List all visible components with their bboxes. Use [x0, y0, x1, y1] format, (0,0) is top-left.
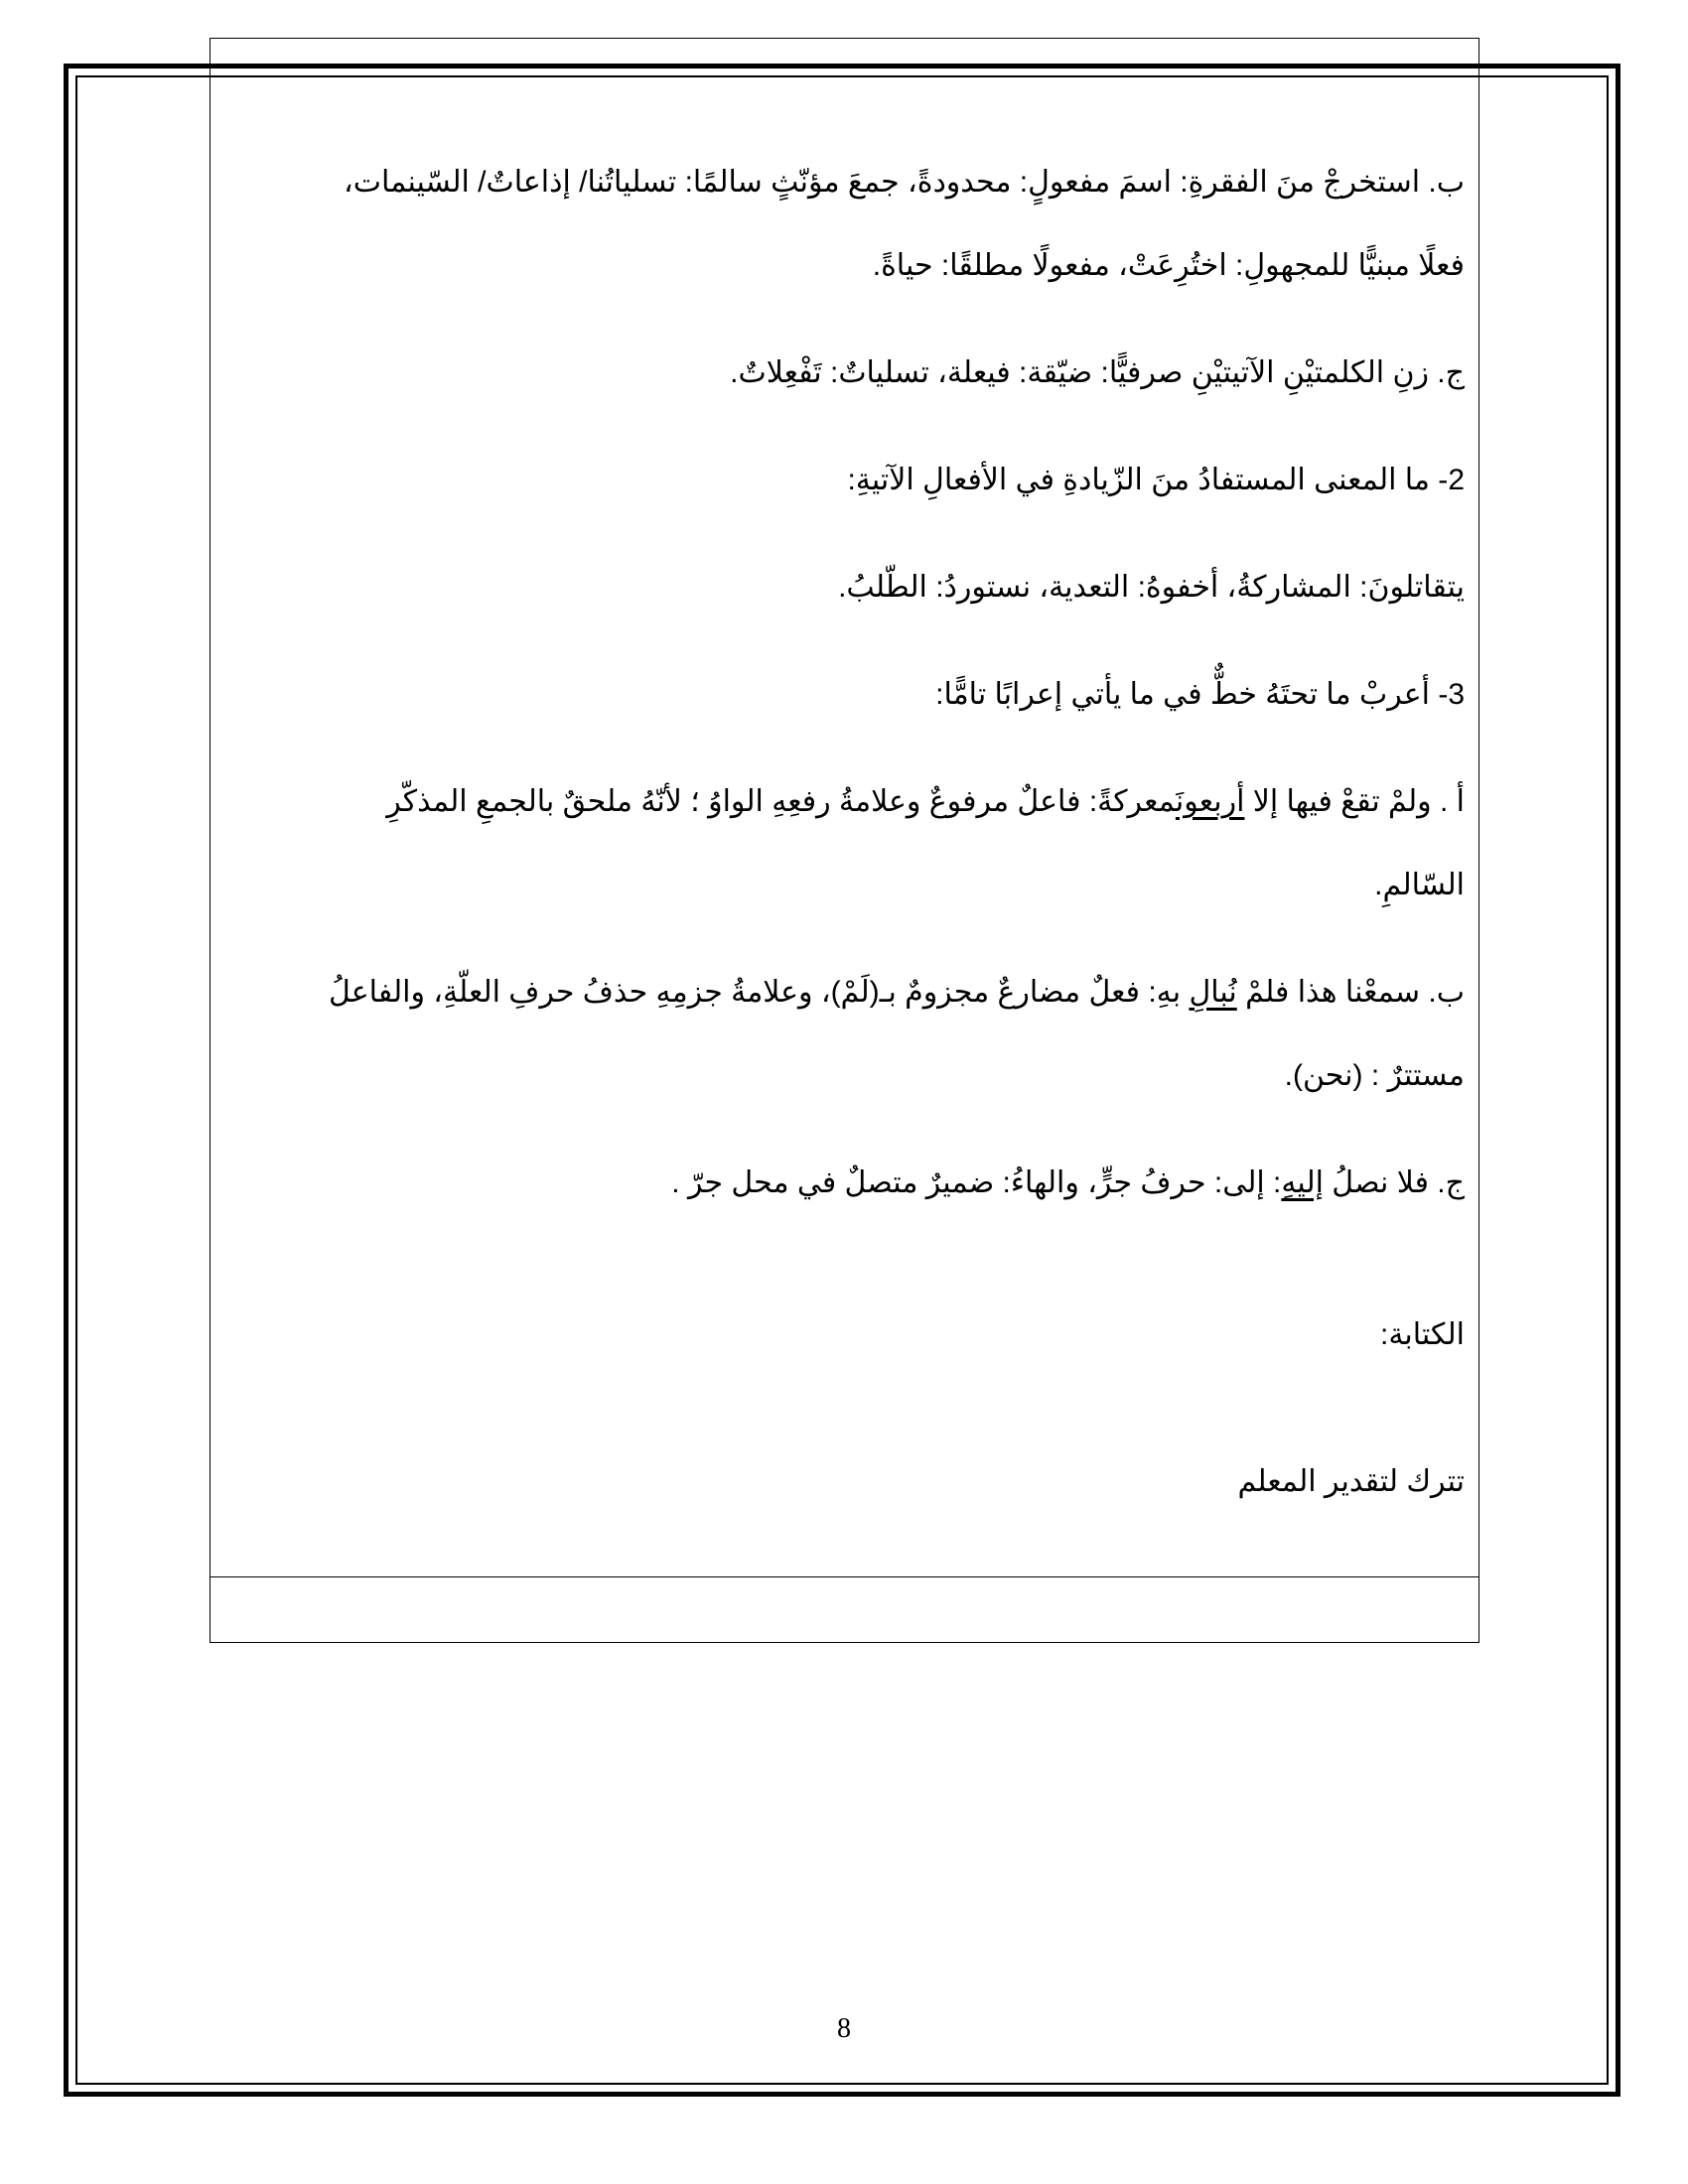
question-3-heading: 3- أعربْ ما تحتَهُ خطٌّ في ما يأتي إعرابًا تامًّا: [935, 678, 1465, 711]
answer-3b-prefix: ب. سمعْنا هذا فلمْ [1236, 976, 1465, 1009]
answer-3b-line2: مستترٌ : (نحن). [1284, 1059, 1465, 1092]
answer-3b [223, 949, 1465, 1036]
writing-heading: الكتابة: [1379, 1318, 1465, 1351]
question-2-heading: 2- ما المعنى المستفادُ منَ الزّيادةِ في الأفعالِ الآتيةِ: [847, 464, 1465, 496]
answer-j-morphology: ج. زنِ الكلمتيْنِ الآتيتيْنِ صرفيًّا: ضيّقة: فيعلة، تسلياتٌ: تَفْعِلاتٌ. [730, 356, 1465, 389]
table-bottom-row-divider [210, 1576, 1479, 1577]
answer-text [223, 139, 1465, 1526]
answer-3a-underlined-word: أربعونَ [1175, 785, 1245, 818]
answer-3j-underlined-word: إليهِ [1281, 1166, 1324, 1199]
answer-3a-line2: السّالمِ. [1374, 869, 1465, 901]
answer-3b-suffix: بهِ: فعلٌ مضارعٌ مجزومٌ بـ(لَمْ)، وعلامةُ جزمِهِ حذفُ حرفِ العلّةِ، والفاعلُ [329, 976, 1190, 1009]
answer-3j [223, 1140, 1465, 1227]
answer-2-meanings: يتقاتلونَ: المشاركةُ، أخفوهُ: التعدية، نستوردُ: الطّلبُ. [838, 571, 1465, 604]
page-number: 8 [837, 2013, 851, 2044]
answer-3j-prefix: ج. فلا نصلُ [1323, 1166, 1465, 1199]
answer-3j-suffix: : إلى: حرفُ جرٍّ، والهاءُ: ضميرٌ متصلٌ في محل جرّ . [671, 1166, 1282, 1199]
answer-3a-suffix: معركةً: فاعلٌ مرفوعٌ وعلامةُ رفعِهِ الواوُ ؛ لأنّهُ ملحقٌ بالجمعِ المذكّرِ [386, 785, 1176, 818]
answer-3b-underlined-word: نُبالِ [1189, 976, 1237, 1009]
answer-3a-prefix: أ . ولمْ تقعْ فيها إلا [1244, 785, 1465, 818]
answer-b-extract-line2: فعلًا مبنيًّا للمجهولِ: اختُرِعَتْ، مفعولًا مطلقًا: حياةً. [872, 249, 1465, 282]
answer-3a [223, 758, 1465, 846]
answer-b-extract-line1: ب. استخرجْ منَ الفقرةِ: اسمَ مفعولٍ: محدودةً، جمعَ مؤنّثٍ سالمًا: تسلياتُنا/ إذاعاتٌ/ السّينمات، [344, 166, 1465, 199]
writing-note: تترك لتقدير المعلم [1237, 1465, 1465, 1498]
